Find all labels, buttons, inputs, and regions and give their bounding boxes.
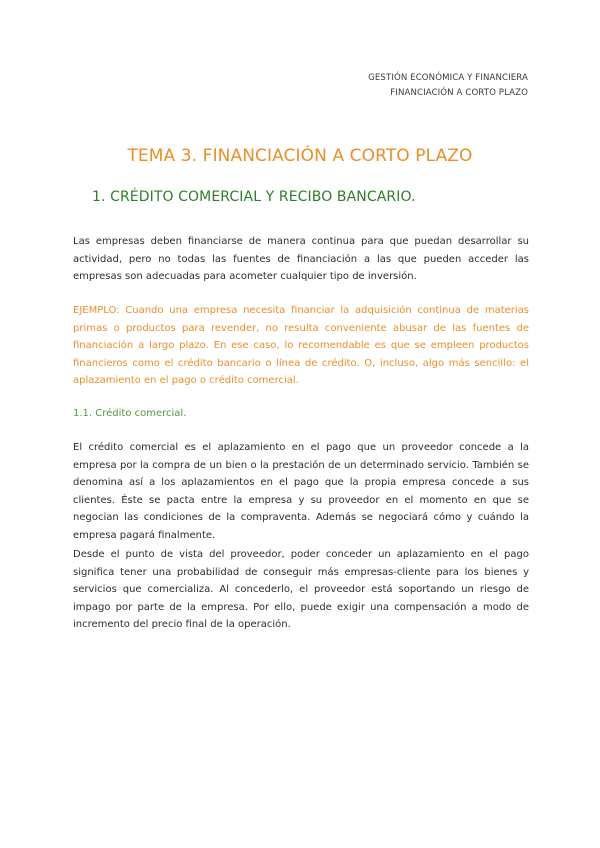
subsection-heading: 1.1. Crédito comercial.: [73, 408, 187, 419]
body-paragraph-supplier-view: Desde el punto de vista del proveedor, poder conceder un aplazamiento en el pago significa tener una probabilidad de conseguir más empresas-cliente para los bienes y servicios que comercializa. Al concederlo, el proveedor está soportando un riesgo de impago por parte de la empresa. Por ello, puede exigir una compensación a modo de incremento del precio final de la operación.: [73, 549, 529, 630]
header-course-name: GESTIÓN ECONÓMICA Y FINANCIERA: [368, 73, 528, 83]
body-paragraph-credit-definition: El crédito comercial es el aplazamiento en el pago que un proveedor concede a la empresa por la compra de un bien o la prestación de un determinado servicio. También se denomina así a los aplazamientos en el pago que la propia empresa concede a sus clientes. Éste se pacta entre la empresa y su proveedor en el momento en que se negocian las condiciones de la compraventa. Además se negociará cómo y cuándo la empresa pagará finalmente.: [73, 442, 529, 541]
example-paragraph: EJEMPLO: Cuando una empresa necesita financiar la adquisición continua de materias primas o productos para revender, no resulta conveniente abusar de las fuentes de financiación a largo plazo. En ese caso, lo recomendable es que se empleen productos financieros como el crédito bancario o línea de crédito. O, incluso, algo más sencillo: el aplazamiento en el pago o crédito comercial.: [73, 305, 529, 386]
running-header: [368, 71, 528, 101]
page-title: TEMA 3. FINANCIACIÓN A CORTO PLAZO: [127, 146, 473, 166]
header-topic-name: FINANCIACIÓN A CORTO PLAZO: [390, 88, 528, 98]
section-heading: 1. CRÉDITO COMERCIAL Y RECIBO BANCARIO.: [92, 189, 416, 205]
intro-paragraph: Las empresas deben financiarse de manera continua para que puedan desarrollar su actividad, pero no todas las fuentes de financiación a las que pueden acceder las empresas son adecuadas para acometer cualquier tipo de inversión.: [73, 236, 529, 282]
